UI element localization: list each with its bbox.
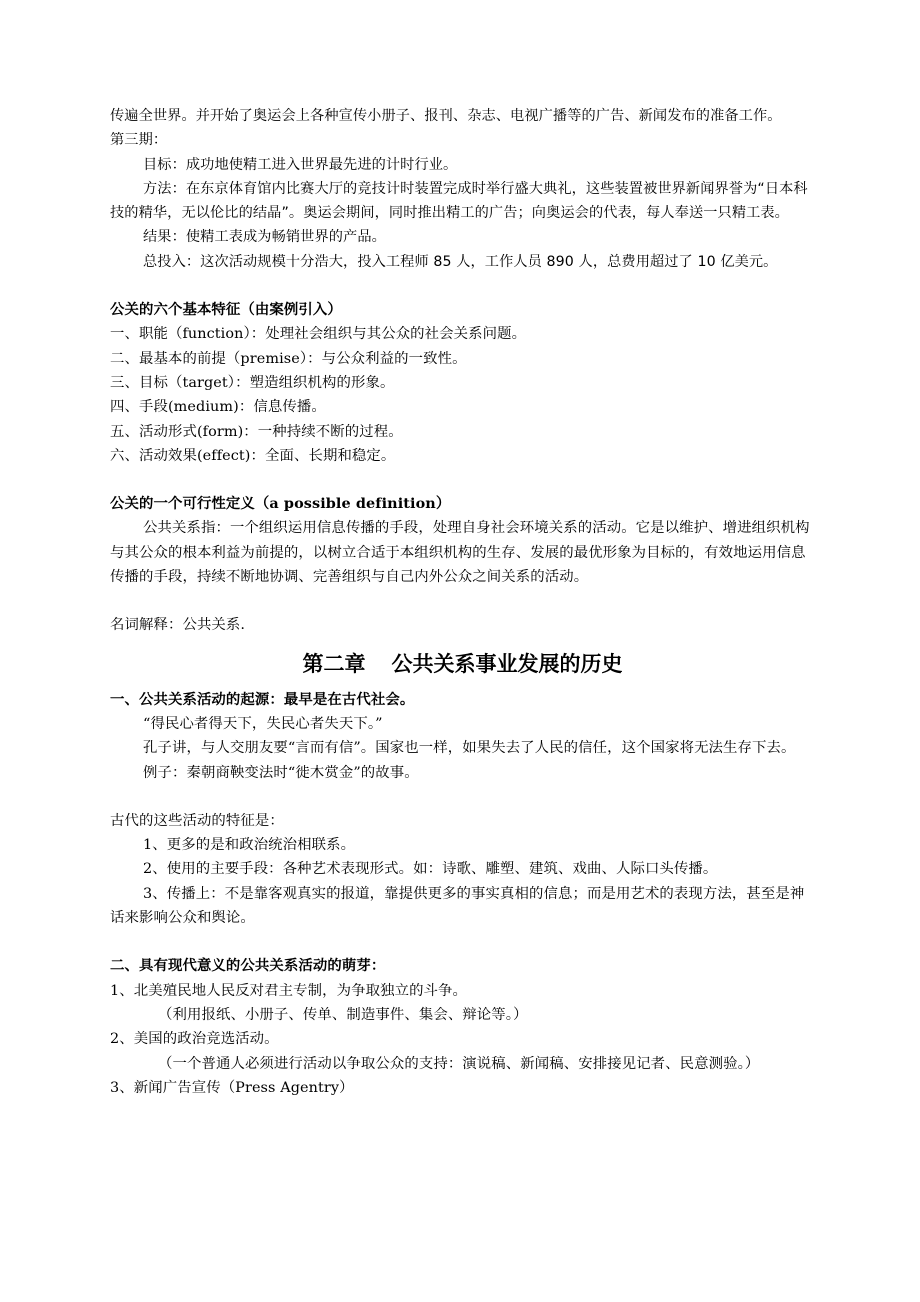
phase-three-goal: 目标：成功地使精工进入世界最先进的计时行业。 [143, 156, 458, 173]
phase-three-result: 结果：使精工表成为畅销世界的产品。 [143, 229, 386, 246]
spacer [110, 468, 815, 492]
phase-three-label: 第三期： [110, 132, 168, 149]
spacer [110, 785, 815, 809]
modern-item-note: （一个普通人必须进行活动以争取公众的支持：演说稿、新闻稿、安排接见记者、民意测验。） [158, 1055, 760, 1072]
section-heading-definition: 公关的一个可行性定义（a possible definition） [110, 495, 451, 513]
chapter-name: 公共关系事业发展的历史 [391, 650, 623, 676]
modern-item: 3、新闻广告宣传（Press Agentry） [110, 1079, 354, 1096]
confucius-paragraph: 孔子讲，与人交朋友要“言而有信”。国家也一样，如果失去了人民的信任，这个国家将无法生存下去。 [143, 740, 796, 757]
phase-three-method: 方法：在东京体育馆内比赛大厅的竞技计时装置完成时举行盛大典礼，这些装置被世界新闻界誉为“日本科技的精华，无以伦比的结晶”。奥运会期间，同时推出精工的广告；向奥运会的代表，每人奉送一只精工表。 [110, 180, 808, 222]
chapter-title [110, 646, 815, 682]
feature-item: 六、活动效果(effect)：全面、长期和稳定。 [110, 447, 396, 464]
term-explanation: 名词解释：公共关系. [110, 617, 246, 634]
spacer [110, 274, 815, 298]
quote-paragraph: “得民心者得天下，失民心者失天下。” [143, 715, 383, 732]
section-heading-six-features: 公关的六个基本特征（由案例引入） [110, 301, 342, 319]
feature-item: 三、目标（target）：塑造组织机构的形象。 [110, 374, 395, 391]
paragraph-olympics-prep: 传遍全世界。并开始了奥运会上各种宣传小册子、报刊、杂志、电视广播等的广告、新闻发布的准备工作。 [110, 108, 782, 124]
section-heading-origin: 一、公共关系活动的起源：最早是在古代社会。 [110, 690, 415, 708]
ancient-feature-item: 2、使用的主要手段：各种艺术表现形式。如：诗歌、雕塑、建筑、戏曲、人际口头传播。 [143, 861, 718, 878]
spacer [110, 930, 815, 954]
feature-item: 四、手段(medium)：信息传播。 [110, 399, 326, 416]
modern-item: 2、美国的政治竞选活动。 [110, 1031, 279, 1048]
phase-three-investment: 总投入：这次活动规模十分浩大，投入工程师 85 人，工作人员 890 人，总费用超过了 10 亿美元。 [143, 253, 778, 270]
modern-item-note: （利用报纸、小册子、传单、制造事件、集会、辩论等。） [158, 1006, 528, 1023]
document-page [110, 104, 815, 1100]
spacer [110, 589, 815, 613]
feature-item: 二、最基本的前提（premise）：与公众利益的一致性。 [110, 350, 467, 367]
section-heading-modern: 二、具有现代意义的公共关系活动的萌芽： [110, 957, 386, 975]
ancient-features-intro: 古代的这些活动的特征是： [110, 812, 284, 829]
modern-item: 1、北美殖民地人民反对君主专制，为争取独立的斗争。 [110, 982, 468, 999]
feature-item: 五、活动形式(form)：一种持续不断的过程。 [110, 423, 403, 440]
chapter-number: 第二章 [302, 650, 366, 676]
feature-item: 一、职能（function）：处理社会组织与其公众的社会关系问题。 [110, 326, 527, 343]
ancient-feature-item: 1、更多的是和政治统治相联系。 [143, 837, 356, 854]
example-paragraph: 例子：秦朝商鞅变法时“徙木赏金”的故事。 [143, 764, 419, 781]
ancient-feature-item: 3、传播上：不是靠客观真实的报道，靠提供更多的事实真相的信息；而是用艺术的表现方法，甚至是神话来影响公众和舆论。 [110, 885, 805, 927]
definition-paragraph: 公共关系指：一个组织运用信息传播的手段，处理自身社会环境关系的活动。它是以维护、增进组织机构与其公众的根本利益为前提的，以树立合适于本组织机构的生存、发展的最优形象为目标的，有效地运用信息传播的手段，持续不断地协调、完善组织与自己内外公众之间关系的活动。 [110, 520, 810, 586]
